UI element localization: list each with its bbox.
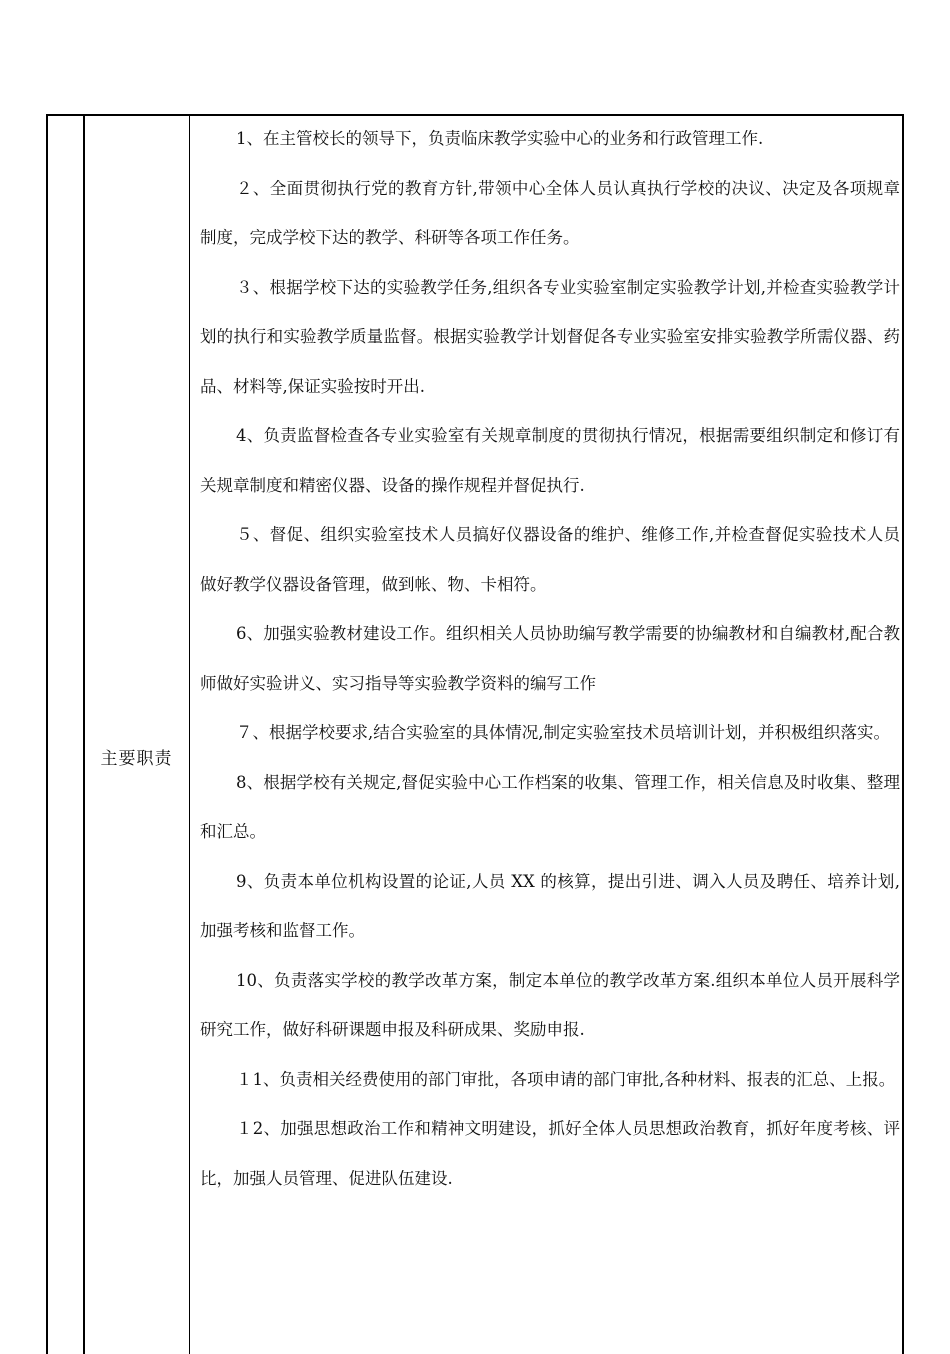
duty-item: ５、督促、组织实验室技术人员搞好仪器设备的维护、维修工作,并检查督促实验技术人员做好教学仪器设备管理，做到帐、物、卡相符。 bbox=[200, 525, 900, 594]
duties-list bbox=[200, 114, 900, 1203]
duties-label: 主要职责 bbox=[100, 748, 173, 769]
duty-item: 9、负责本单位机构设置的论证,人员 XX 的核算，提出引进、调入人员及聘任、培养计划,加强考核和监督工作。 bbox=[200, 871, 900, 940]
duty-item: 4、负责监督检查各专业实验室有关规章制度的贯彻执行情况，根据需要组织制定和修订有关规章制度和精密仪器、设备的操作规程并督促执行. bbox=[200, 426, 900, 495]
duty-item: １1、负责相关经费使用的部门审批，各项申请的部门审批,各种材料、报表的汇总、上报。 bbox=[236, 1069, 896, 1089]
duty-item: ７、根据学校要求,结合实验室的具体情况,制定实验室技术员培训计划，并积极组织落实。 bbox=[236, 723, 890, 742]
duty-item: 8、根据学校有关规定,督促实验中心工作档案的收集、管理工作，相关信息及时收集、整理和汇总。 bbox=[200, 772, 900, 841]
duty-item: ２、全面贯彻执行党的教育方针,带领中心全体人员认真执行学校的决议、决定及各项规章制度，完成学校下达的教学、科研等各项工作任务。 bbox=[200, 178, 900, 247]
duty-item: 1、在主管校长的领导下，负责临床教学实验中心的业务和行政管理工作. bbox=[236, 129, 764, 148]
duty-item: ３、根据学校下达的实验教学任务,组织各专业实验室制定实验教学计划,并检查实验教学计划的执行和实验教学质量监督。根据实验教学计划督促各专业实验室安排实验教学所需仪器、药品、材料等,保证实验按时开出. bbox=[200, 277, 900, 396]
column-divider-2 bbox=[189, 114, 190, 1354]
label-cell bbox=[84, 114, 189, 1354]
duty-item: 6、加强实验教材建设工作。组织相关人员协助编写教学需要的协编教材和自编教材,配合教师做好实验讲义、实习指导等实验教学资料的编写工作 bbox=[200, 624, 900, 693]
duty-item: 10、负责落实学校的教学改革方案，制定本单位的教学改革方案.组织本单位人员开展科学研究工作，做好科研课题申报及科研成果、奖励申报. bbox=[200, 970, 900, 1039]
duty-item: １2、加强思想政治工作和精神文明建设，抓好全体人员思想政治教育，抓好年度考核、评比，加强人员管理、促进队伍建设. bbox=[200, 1119, 900, 1188]
